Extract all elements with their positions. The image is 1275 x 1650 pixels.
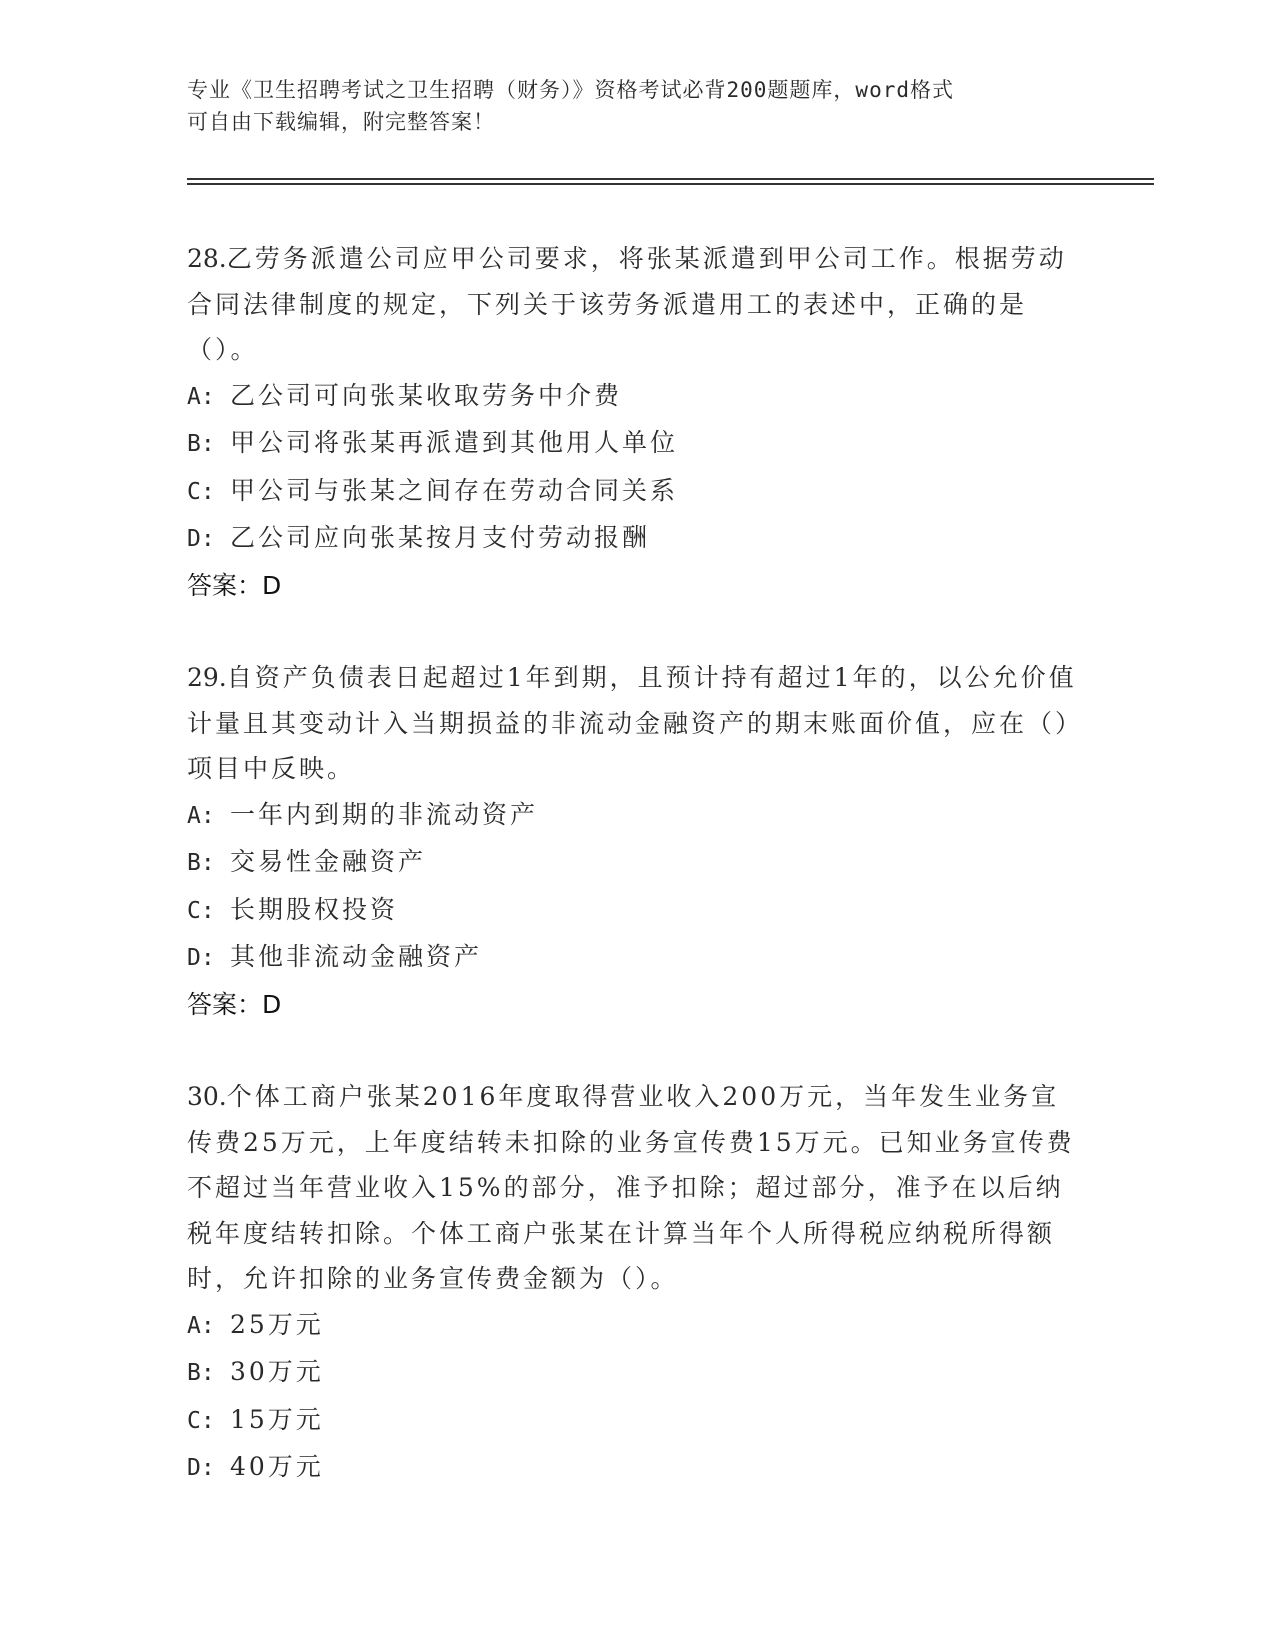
option-b — [187, 839, 1087, 887]
question-28 — [187, 236, 1087, 608]
option-c — [187, 887, 1087, 935]
question-stem — [187, 1074, 1087, 1302]
option-text: 其他非流动金融资产 — [230, 942, 483, 971]
option-text: 交易性金融资产 — [230, 847, 427, 876]
option-key: A: — [187, 383, 215, 410]
option-a — [187, 792, 1087, 840]
option-text: 长期股权投资 — [230, 894, 399, 924]
question-30 — [187, 1074, 1087, 1492]
option-text: 一年内到期的非流动资产 — [230, 799, 539, 829]
option-text: 乙公司可向张某收取劳务中介费 — [230, 380, 623, 410]
option-key: D: — [187, 945, 215, 971]
option-b — [187, 420, 1087, 468]
option-list — [187, 1302, 1087, 1492]
option-key: B: — [187, 1360, 215, 1386]
header-divider-top — [187, 178, 1154, 180]
header-line-1: 专业《卫生招聘考试之卫生招聘（财务）》资格考试必背200题题库，word格式 — [187, 78, 954, 102]
document-header — [187, 74, 1087, 138]
answer-line: 答案：D — [187, 570, 282, 600]
option-b — [187, 1349, 1087, 1397]
option-text: 30万元 — [230, 1357, 324, 1386]
option-key: A: — [187, 1312, 215, 1339]
question-text: 自资产负债表日起超过1年到期，且预计持有超过1年的，以公允价值计量且其变动计入当期损益的非流动金融资产的期末账面价值，应在（）项目中反映。 — [187, 663, 1084, 783]
option-c — [187, 1397, 1087, 1445]
option-key: B: — [187, 431, 215, 457]
header-divider-bottom — [187, 183, 1154, 185]
option-key: C: — [187, 1407, 215, 1434]
option-list — [187, 373, 1087, 563]
option-key: C: — [187, 478, 215, 505]
option-key: B: — [187, 850, 215, 876]
option-text: 甲公司与张某之间存在劳动合同关系 — [230, 475, 679, 505]
option-a — [187, 373, 1087, 421]
question-text: 个体工商户张某2016年度取得营业收入200万元，当年发生业务宣传费25万元，上年度结转未扣除的业务宣传费15万元。已知业务宣传费不超过当年营业收入15%的部分，准予扣除；超过部分，准予在以后纳税年度结转扣除。个体工商户张某在计算当年个人所得税应纳税所得额时，允许扣除的业务宣传费金额为（）。 — [187, 1082, 1075, 1293]
option-a — [187, 1302, 1087, 1350]
option-key: C: — [187, 897, 215, 924]
header-line-2: 可自由下载编辑，附完整答案！ — [187, 110, 495, 134]
option-key: D: — [187, 526, 215, 552]
option-d — [187, 934, 1087, 982]
option-text: 乙公司应向张某按月支付劳动报酬 — [230, 523, 651, 552]
option-key: D: — [187, 1455, 215, 1481]
answer-line: 答案：D — [187, 989, 282, 1019]
option-key: A: — [187, 802, 215, 829]
option-d — [187, 515, 1087, 563]
option-text: 甲公司将张某再派遣到其他用人单位 — [230, 428, 679, 457]
question-text: 乙劳务派遣公司应甲公司要求，将张某派遣到甲公司工作。根据劳动合同法律制度的规定，下列关于该劳务派遣用工的表述中，正确的是（）。 — [187, 244, 1067, 364]
option-text: 25万元 — [230, 1309, 324, 1339]
question-29 — [187, 655, 1087, 1027]
option-text: 40万元 — [230, 1452, 324, 1481]
question-number: 28. — [187, 244, 227, 273]
question-list — [187, 236, 1087, 1539]
option-text: 15万元 — [230, 1404, 324, 1434]
option-list — [187, 792, 1087, 982]
question-stem — [187, 236, 1087, 373]
option-c — [187, 468, 1087, 516]
question-number: 30. — [187, 1082, 227, 1111]
option-d — [187, 1444, 1087, 1492]
question-stem — [187, 655, 1087, 792]
question-number: 29. — [187, 663, 227, 692]
